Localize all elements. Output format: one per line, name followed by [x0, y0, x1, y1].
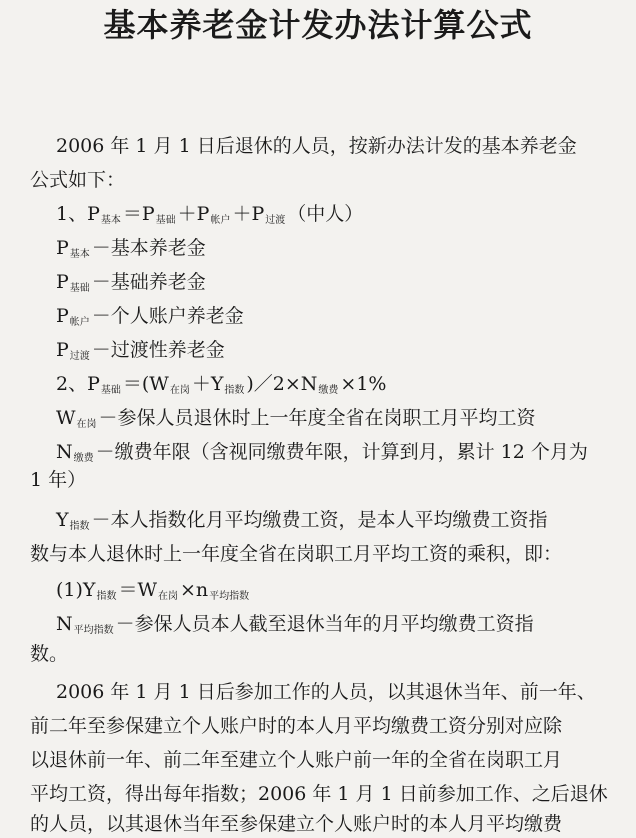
definition-transition	[56, 338, 225, 364]
formula2-sub-pay: 缴费	[318, 385, 339, 396]
n-avg-subscript: 平均指数	[73, 625, 114, 636]
definition-account	[56, 304, 244, 330]
definition-symbol: P	[56, 271, 69, 293]
page-title: 基本养老金计发办法计算公式	[103, 6, 533, 44]
formula3-prefix: (1)Y	[56, 579, 96, 601]
formula3-sub-w: 在岗	[158, 591, 178, 602]
n-subscript: 缴费	[73, 453, 94, 464]
y-definition	[56, 508, 548, 534]
definition-symbol: P	[56, 339, 69, 361]
formula2-mid: )／2×N	[246, 373, 318, 395]
paragraph2-line1: 2006 年 1 月 1 日后参加工作的人员，以其退休当年、前一年、	[56, 681, 596, 703]
definition-subscript: 基础	[69, 283, 90, 294]
formula3-eq: ＝W	[118, 579, 157, 601]
paragraph2-line4: 平均工资，得出每年指数；2006 年 1 月 1 日前参加工作、之后退休	[30, 783, 608, 805]
w-text: －参保人员退休时上一年度全省在岗职工月平均工资	[98, 407, 536, 429]
formula3-sub-avg: 平均指数	[209, 591, 250, 602]
formula1-plus1: ＋P	[177, 203, 210, 225]
w-subscript: 在岗	[76, 419, 97, 430]
definition-subscript: 帐户	[69, 317, 90, 328]
formula2-sub-w: 在岗	[169, 385, 190, 396]
formula2-prefix: 2、P	[56, 373, 100, 395]
formula1	[56, 202, 363, 228]
definition-base	[56, 270, 206, 296]
formula2-suffix: ×1%	[340, 373, 387, 395]
definition-subscript: 过渡	[69, 351, 90, 362]
definition-text: －过渡性养老金	[91, 339, 225, 361]
formula2-plus: ＋Y	[191, 373, 224, 395]
paragraph1-line1: 2006 年 1 月 1 日后退休的人员，按新办法计发的基本养老金	[56, 135, 577, 157]
n-avg-definition	[56, 612, 534, 638]
paragraph2-line5: 的人员，以其退休当年至参保建立个人账户时的本人月平均缴费	[30, 813, 563, 835]
n-symbol: N	[56, 441, 73, 463]
w-symbol: W	[56, 407, 76, 429]
formula2-eq-open: ＝(W	[122, 373, 169, 395]
formula2-sub-index: 指数	[224, 385, 245, 396]
formula2-sub-base: 基础	[100, 385, 121, 396]
y-symbol: Y	[56, 509, 69, 531]
n-avg-text: －参保人员本人截至退休当年的月平均缴费工资指	[115, 613, 534, 635]
formula1-eq: ＝P	[122, 203, 155, 225]
n-text: －缴费年限（含视同缴费年限，计算到月，累计 12 个月为	[95, 441, 588, 463]
y-text: －本人指数化月平均缴费工资，是本人平均缴费工资指	[91, 509, 548, 531]
formula1-sub-base: 基础	[155, 215, 176, 226]
formula2	[56, 372, 386, 398]
formula1-prefix: 1、P	[56, 203, 100, 225]
formula1-sub-transition: 过渡	[265, 215, 286, 226]
paragraph2-line3: 以退休前一年、前二年至建立个人账户前一年的全省在岗职工月	[30, 749, 563, 771]
n-definition-cont: 1 年）	[30, 469, 87, 491]
definition-symbol: P	[56, 305, 69, 327]
definition-symbol: P	[56, 237, 69, 259]
formula1-suffix: （中人）	[287, 203, 364, 225]
w-definition	[56, 406, 536, 432]
n-avg-symbol: N	[56, 613, 73, 635]
formula1-sub-basic: 基本	[100, 215, 121, 226]
n-definition	[56, 440, 588, 466]
formula3-times: ×n	[180, 579, 209, 601]
definition-text: －个人账户养老金	[91, 305, 244, 327]
formula1-sub-account: 帐户	[210, 215, 231, 226]
y-definition-cont: 数与本人退休时上一年度全省在岗职工月平均工资的乘积，即：	[30, 543, 563, 565]
formula3	[56, 578, 251, 604]
paragraph2-line2: 前二年至参保建立个人账户时的本人月平均缴费工资分别对应除	[30, 715, 563, 737]
n-avg-definition-cont: 数。	[30, 643, 69, 665]
definition-text: －基本养老金	[91, 237, 206, 259]
definition-text: －基础养老金	[91, 271, 206, 293]
formula1-plus2: ＋P	[232, 203, 265, 225]
paragraph1-line2: 公式如下：	[30, 169, 126, 191]
definition-subscript: 基本	[69, 249, 90, 260]
definition-basic	[56, 236, 206, 262]
y-subscript: 指数	[69, 521, 90, 532]
formula3-sub-index: 指数	[96, 591, 117, 602]
